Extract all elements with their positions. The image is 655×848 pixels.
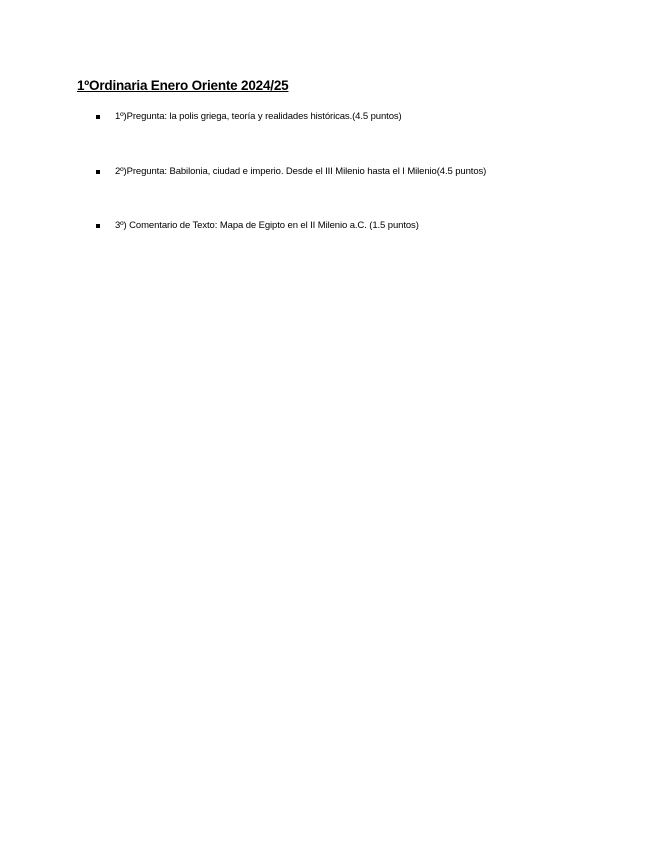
- bullet-icon: [96, 115, 100, 119]
- bullet-icon: [96, 224, 100, 228]
- bullet-icon: [96, 170, 100, 174]
- question-list: [96, 110, 486, 274]
- question-text: 2º)Pregunta: Babilonia, ciudad e imperio. Desde el III Milenio hasta el I Milenio(4.5 puntos): [115, 165, 487, 177]
- question-item: [96, 219, 486, 274]
- question-item: [96, 165, 486, 220]
- question-item: [96, 110, 486, 165]
- question-text: 1º)Pregunta: la polis griega, teoría y realidades históricas.(4.5 puntos): [115, 111, 402, 122]
- question-text: 3º) Comentario de Texto: Mapa de Egipto en el II Milenio a.C. (1.5 puntos): [115, 220, 419, 231]
- document-title: 1ºOrdinaria Enero Oriente 2024/25: [77, 78, 289, 93]
